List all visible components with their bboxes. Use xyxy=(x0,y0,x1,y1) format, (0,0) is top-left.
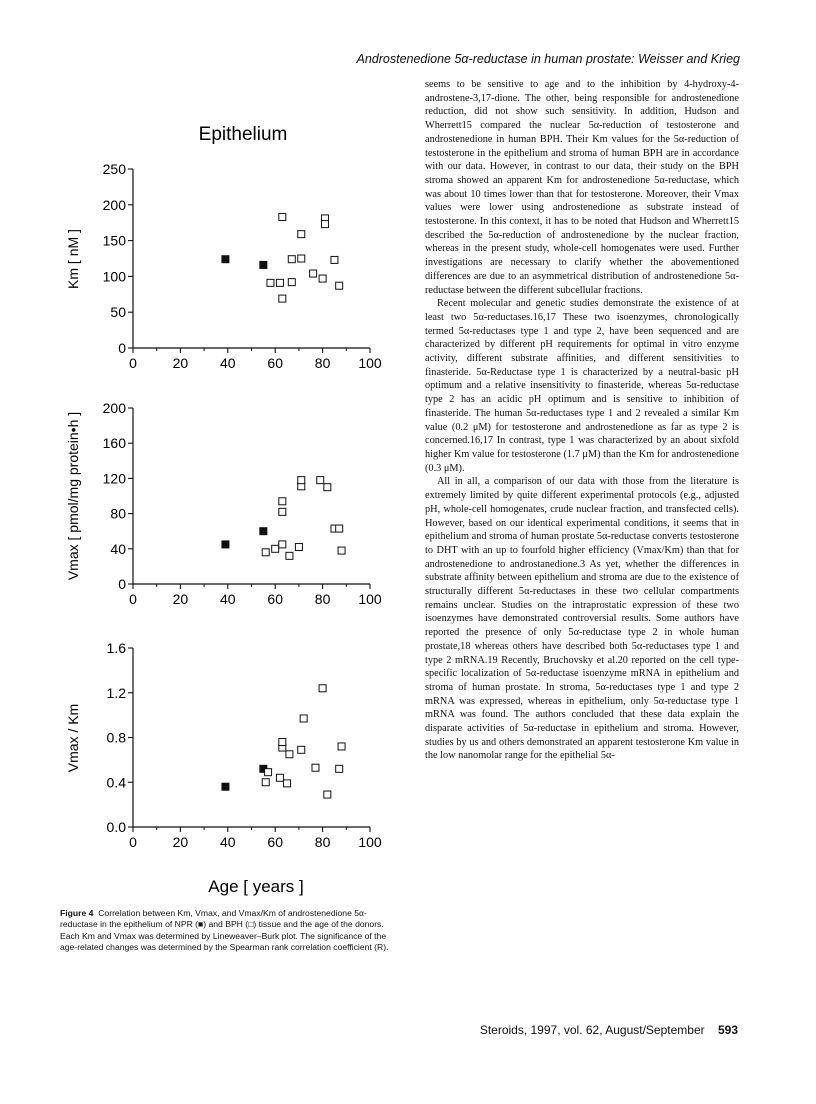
scatter-plot-1 xyxy=(65,161,382,371)
x-tick-label: 0 xyxy=(129,355,137,371)
bph-data-point xyxy=(319,685,326,692)
x-tick-label: 20 xyxy=(172,834,189,850)
y-tick-label: 0 xyxy=(118,340,126,356)
bph-data-point xyxy=(298,255,305,262)
bph-data-point xyxy=(265,769,272,776)
y-tick-label: 0.8 xyxy=(106,729,126,746)
x-tick-label: 0 xyxy=(129,834,137,850)
page-footer xyxy=(380,1023,738,1037)
bph-data-point xyxy=(295,544,302,551)
bph-data-point xyxy=(324,484,331,491)
bph-data-point xyxy=(272,545,279,552)
bph-data-point xyxy=(336,765,343,772)
npr-data-point xyxy=(222,783,229,790)
bph-data-point xyxy=(276,279,283,286)
bph-data-point xyxy=(286,552,293,559)
bph-data-point xyxy=(262,549,269,556)
page-number: 593 xyxy=(717,1023,738,1037)
npr-data-point xyxy=(222,256,229,263)
bph-data-point xyxy=(324,791,331,798)
y-tick-label: 80 xyxy=(110,505,126,522)
y-axis-label: Vmax [ pmol/mg protein•h ] xyxy=(65,411,81,581)
x-tick-label: 100 xyxy=(358,834,382,850)
body-text-column xyxy=(425,78,739,763)
bph-data-point xyxy=(298,746,305,753)
bph-data-point xyxy=(288,279,295,286)
bph-data-point xyxy=(310,270,317,277)
y-tick-label: 200 xyxy=(102,400,126,416)
y-tick-label: 0.0 xyxy=(106,819,126,835)
y-axis-label: Km [ nM ] xyxy=(65,229,81,289)
y-tick-label: 40 xyxy=(110,540,126,557)
bph-data-point xyxy=(267,279,274,286)
bph-data-point xyxy=(319,275,326,282)
bph-data-point xyxy=(331,256,338,263)
figure-4 xyxy=(0,0,420,905)
bph-data-point xyxy=(279,295,286,302)
bph-data-point xyxy=(279,738,286,745)
bph-data-point xyxy=(312,764,319,771)
bph-data-point xyxy=(279,508,286,515)
x-tick-label: 100 xyxy=(358,355,382,371)
x-axis-label: Age [ years ] xyxy=(208,877,304,896)
x-tick-label: 40 xyxy=(220,591,236,607)
y-tick-label: 1.6 xyxy=(106,640,126,656)
bph-data-point xyxy=(298,231,305,238)
bph-data-point xyxy=(321,221,328,228)
bph-data-point xyxy=(338,743,345,750)
y-tick-label: 160 xyxy=(102,435,126,452)
body-paragraph: seems to be sensitive to age and to the inhibition by 4-hydroxy-4-androstene-3,17-dione. The other, being responsible for androstenedione reduction, did not show such sensitivity. In addition, Hudson and Wherrett15 compared the nuclear 5α-reduction of testosterone and androstenedione in human BPH. Their Km values for the 5α-reduction of testosterone in the epithelium and stroma of human BPH are in accordance with our data. However, in contrast to our data, their study on the BPH stroma showed an apparent Km for androstenedione 5α-reductase, which was about 10 times lower than that for testosterone. Moreover, their Vmax values were lower using androstenedione as substrate instead of testosterone. In this context, it has to be noted that Hudson and Wherrett15 described the 5α-reduction of androstenedione by the nuclear fraction, whereas in the present study, whole-cell homogenates were used. Further investigations are necessary to clarify whether the abovementioned differences are due to an asymmetrical distribution of androstenedione 5α-reductase between the different subcellular fractions. xyxy=(425,79,739,296)
scatter-plot-2 xyxy=(65,400,382,607)
bph-data-point xyxy=(298,477,305,484)
figure-caption xyxy=(60,908,392,954)
running-header: Androstenedione 5α-reductase in human prostate: Weisser and Krieg xyxy=(356,52,740,66)
bph-data-point xyxy=(317,477,324,484)
x-tick-label: 0 xyxy=(129,591,137,607)
bph-data-point xyxy=(286,751,293,758)
y-tick-label: 200 xyxy=(102,196,126,213)
x-tick-label: 80 xyxy=(314,834,331,850)
y-tick-label: 0.4 xyxy=(106,774,126,791)
y-tick-label: 250 xyxy=(102,161,126,177)
bph-data-point xyxy=(338,547,345,554)
npr-data-point xyxy=(222,541,229,548)
x-tick-label: 20 xyxy=(172,591,189,607)
body-paragraph: All in all, a comparison of our data with those from the literature is extremely limited by quite different experimental protocols (e.g., adjusted pH, whole-cell homogenates, crude nuclear fraction, and transfected cells). However, based on our identical experimental conditions, it seems that in epithelium and stroma of human prostate 5α-reductase converts testosterone to DHT with an up to fourfold higher efficiency (Vmax/Km) than that for androstenedione to androstanedione.3 As yet, whether the differences in substrate affinity between epithelium and stroma are due to the existence of structurally different 5α-reductases in these two cellular compartments remains unclear. Studies on the intraprostatic expression of these two isoenzymes have demonstrated controversial results. Some authors have reported the presence of only 5α-reductase type 2 in whole human prostate,18 whereas others have described both 5α-reductases type 1 and type 2 mRNA.19 Recently, Bruchovsky et al.20 reported on the cell type-specific localization of 5α-reductase isoenzyme mRNA in epithelium and stroma of human prostate. In stroma, 5α-reductases type 1 and type 2 mRNA was expressed, whereas in epithelium, only 5α-reductase type 1 mRNA was found. The authors concluded that these data explain the disparate activities of 5α-reductase in epithelium and stroma. However, studies by us and others demonstrated an apparent testosterone Km value in the low nanomolar range for the epithelial 5α- xyxy=(425,476,739,762)
bph-data-point xyxy=(288,256,295,263)
figure-panel-title: Epithelium xyxy=(198,124,288,145)
x-tick-label: 40 xyxy=(220,355,236,371)
y-axis-label: Vmax / Km xyxy=(65,703,81,773)
y-tick-label: 150 xyxy=(102,232,126,249)
y-tick-label: 120 xyxy=(102,470,126,487)
bph-data-point xyxy=(279,213,286,220)
x-tick-label: 80 xyxy=(314,355,331,371)
bph-data-point xyxy=(300,715,307,722)
x-tick-label: 60 xyxy=(267,355,283,371)
bph-data-point xyxy=(284,780,291,787)
bph-data-point xyxy=(262,779,269,786)
x-tick-label: 80 xyxy=(314,591,331,607)
y-tick-label: 100 xyxy=(102,268,126,285)
x-tick-label: 100 xyxy=(358,591,382,607)
npr-data-point xyxy=(260,528,267,535)
bph-data-point xyxy=(276,774,283,781)
caption-label: Figure 4 xyxy=(60,908,94,918)
bph-data-point xyxy=(279,541,286,548)
y-tick-label: 50 xyxy=(110,304,126,321)
x-tick-label: 40 xyxy=(220,834,236,850)
y-tick-label: 1.2 xyxy=(106,684,126,701)
journal-citation: Steroids, 1997, vol. 62, August/September xyxy=(479,1023,705,1037)
bph-data-point xyxy=(336,282,343,289)
y-tick-label: 0 xyxy=(118,576,126,592)
x-tick-label: 60 xyxy=(267,591,283,607)
bph-data-point xyxy=(279,498,286,505)
body-paragraph: Recent molecular and genetic studies demonstrate the existence of at least two 5α-reductases.16,17 These two isoenzymes, chronologically termed 5α-reductases type 1 and type 2, have been sequenced and are characterized by different pH requirements for optimal in vitro enzyme activity, different substrate affinities, and different sensitivities to finasteride. 5α-Reductase type 1 is characterized by a neutral-basic pH optimum and a relative insensitivity to finasteride, whereas 5α-reductase type 2 has an acidic pH optimum and is sensitive to inhibition of finasteride. The human 5α-reductases type 1 and 2 revealed a similar Km value (0.2 μM) for testosterone and androstenedione as far as type 2 is concerned.16,17 In contrast, type 1 was characterized by an about sixfold higher Km value for testosterone (1.7 μM) than the Km for androstenedione (0.3 μM). xyxy=(425,298,739,474)
bph-data-point xyxy=(336,525,343,532)
x-tick-label: 20 xyxy=(172,355,189,371)
caption-text: Correlation between Km, Vmax, and Vmax/Km of androstenedione 5α-reductase in the epithelium of NPR (■) and BPH (□) tissue and the age of the donors. Each Km and Vmax was determined by Lineweaver–Burk plot. The significance of the age-related changes was determined by the Spearman rank correlation coefficient (R). xyxy=(60,908,389,953)
npr-data-point xyxy=(260,261,267,268)
scatter-plot-3 xyxy=(65,640,382,850)
x-tick-label: 60 xyxy=(267,834,283,850)
